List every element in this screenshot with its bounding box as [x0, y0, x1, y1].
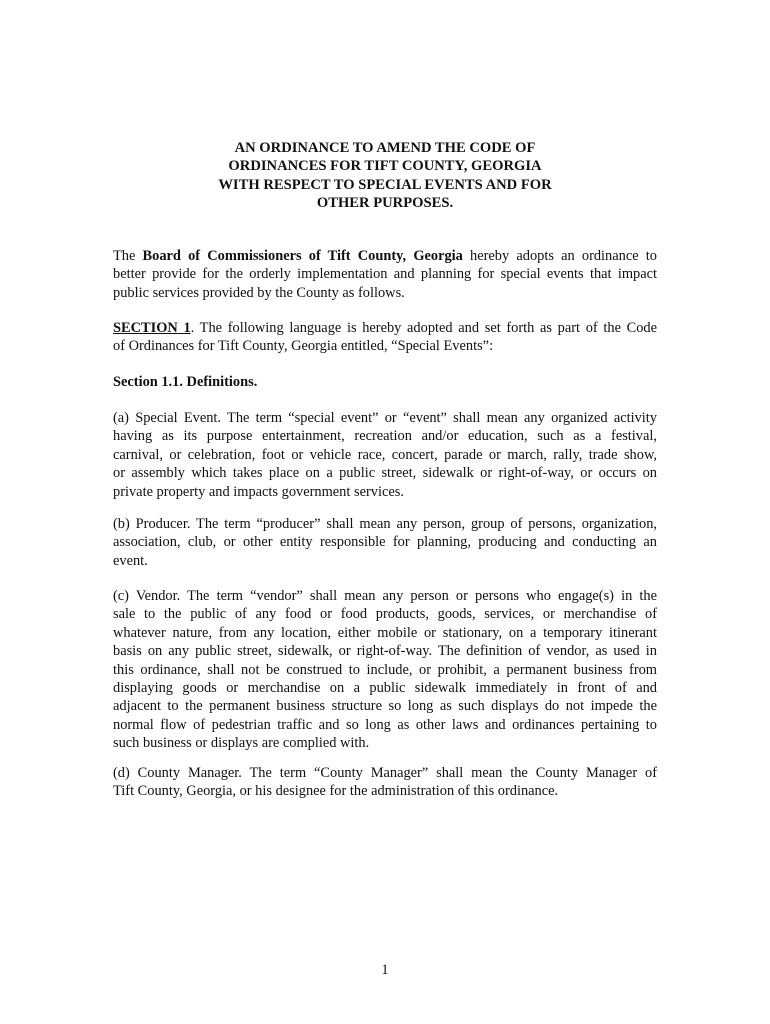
paragraph-line: event.	[113, 552, 148, 569]
paragraph-line: carnival, or celebration, foot or vehicle race, concert, parade or march, rally, trade show,	[113, 446, 657, 463]
intro-paragraph	[113, 247, 657, 302]
paragraph-line: (a) Special Event. The term “special event” or “event” shall mean any organized activity	[113, 410, 657, 426]
section-1-paragraph	[113, 319, 657, 356]
paragraph-line: adjacent to the permanent business structure so long as such displays do not impede the	[113, 698, 657, 715]
board-name: Board of Commissioners of Tift County, Georgia	[142, 248, 463, 264]
section-1-1-heading: Section 1.1. Definitions.	[113, 374, 258, 390]
paragraph-line: having as its purpose entertainment, recreation and/or education, such as a festival,	[113, 428, 657, 445]
paragraph-line: of Ordinances for Tift County, Georgia entitled, “Special Events”:	[113, 338, 494, 355]
title-line: OTHER PURPOSES.	[316, 195, 454, 212]
paragraph-line	[113, 247, 657, 265]
definition-d-county-manager	[113, 764, 657, 801]
paragraph-line: better provide for the orderly implementation and planning for special events that impact	[113, 266, 657, 283]
title-line: ORDINANCES FOR TIFT COUNTY, GEORGIA	[228, 158, 542, 175]
paragraph-line	[113, 319, 657, 337]
paragraph-line: basis on any public street, sidewalk, or right-of-way. The definition of vendor, as used in	[113, 643, 657, 660]
title-line: AN ORDINANCE TO AMEND THE CODE OF	[234, 140, 536, 156]
section-1-label: SECTION 1	[113, 320, 191, 336]
paragraph-line: (b) Producer. The term “producer” shall mean any person, group of persons, organization,	[113, 516, 657, 532]
section-1-line1-rest: . The following language is hereby adopted and set forth as part of the Code	[190, 320, 658, 336]
definition-c-vendor	[113, 587, 657, 753]
definition-b-producer	[113, 515, 657, 570]
paragraph-line: Tift County, Georgia, or his designee for the administration of this ordinance.	[113, 783, 559, 800]
page-number: 1	[381, 962, 389, 978]
paragraph-line: normal flow of pedestrian traffic and so long as other laws and ordinances pertaining to	[113, 716, 657, 733]
definition-a-special-event	[113, 409, 657, 501]
intro-lead: The	[113, 248, 143, 264]
paragraph-line: displaying goods or merchandise on a public sidewalk immediately in front of and	[113, 679, 657, 696]
paragraph-line: this ordinance, shall not be construed to include, or prohibit, a permanent business from	[113, 661, 657, 678]
ordinance-title	[150, 139, 620, 213]
paragraph-line: (c) Vendor. The term “vendor” shall mean any person or persons who engage(s) in the	[113, 588, 657, 604]
paragraph-line: association, club, or other entity responsible for planning, producing and conducting an	[113, 534, 657, 551]
paragraph-line: public services provided by the County as follows.	[113, 284, 405, 301]
paragraph-line: or assembly which takes place on a public street, sidewalk or right-of-way, or occurs on	[113, 465, 657, 482]
title-line: WITH RESPECT TO SPECIAL EVENTS AND FOR	[218, 176, 552, 193]
paragraph-line: sale to the public of any food or food products, goods, services, or merchandise of	[113, 606, 657, 623]
paragraph-line: private property and impacts government services.	[113, 483, 404, 500]
paragraph-line: whatever nature, from any location, either mobile or stationary, on a temporary itinerant	[113, 624, 657, 641]
paragraph-line: such business or displays are complied with.	[113, 735, 370, 752]
paragraph-line: (d) County Manager. The term “County Manager” shall mean the County Manager of	[113, 765, 657, 781]
intro-line1-rest: hereby adopts an ordinance to	[462, 248, 657, 264]
